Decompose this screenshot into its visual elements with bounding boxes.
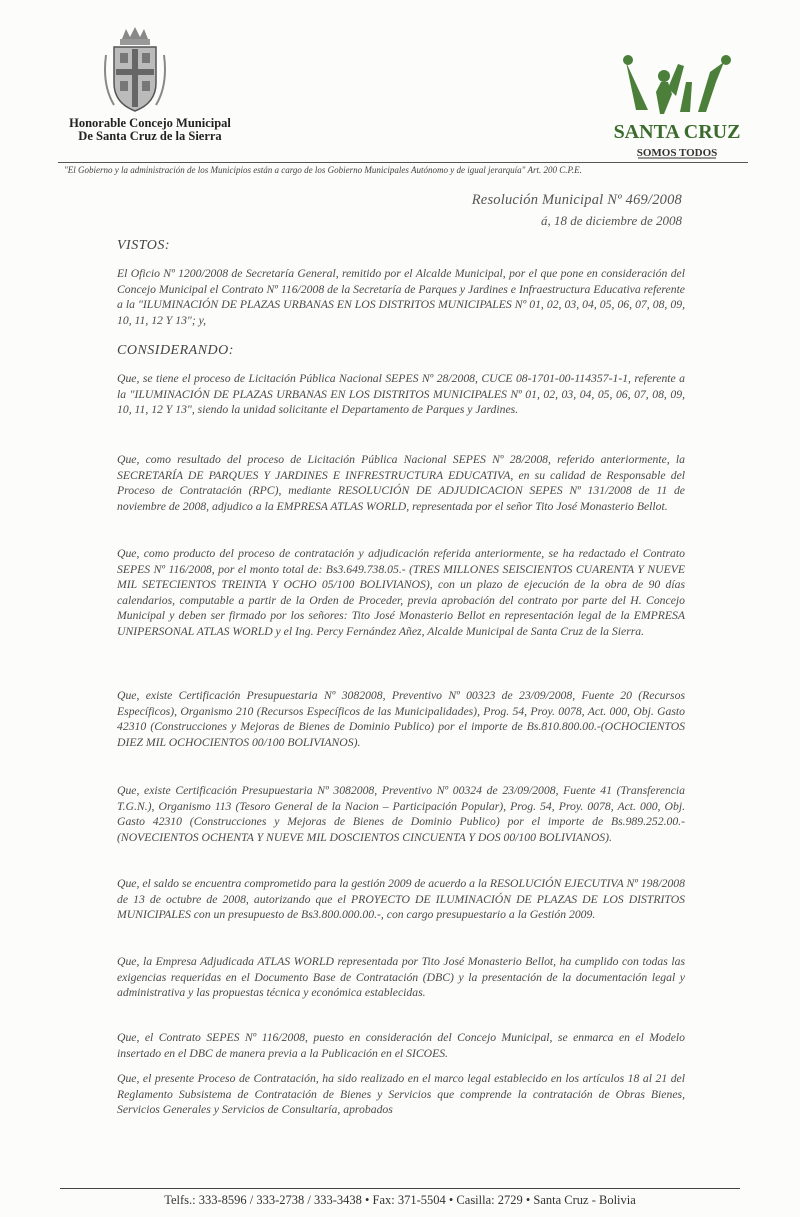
resolution-date: á, 18 de diciembre de 2008 <box>540 213 682 228</box>
logo-text: SANTA CRUZ <box>613 121 741 143</box>
considerando-heading: CONSIDERANDO: <box>117 343 234 358</box>
coat-of-arms-icon <box>100 25 170 121</box>
paragraph: Que, el presente Proceso de Contratación, ha sido realizado en el marco legal establecido en los artículos 18 al 21 del Reglamento Subsistema de Contratación de Bienes y Servicios que comprende la contratación de Obras Bienes, Servicios Generales y Servicios de Consultaría, aprobados <box>117 1072 685 1117</box>
council-line-2: De Santa Cruz de la Sierra <box>78 129 222 143</box>
resolution-title: Resolución Municipal Nº 469/2008 <box>471 192 682 208</box>
paragraph: Que, como resultado del proceso de Licitación Pública Nacional SEPES Nº 28/2008, referido anteriormente, la SECRETARÍA DE PARQUES Y JARDINES E INFRESTRUCTURA EDUCATIVA, en su calidad de Responsable del Proceso de Contratación (RPC), mediante RESOLUCIÓN DE ADJUDICACION SEPES Nº 131/2008 de 11 de noviembre de 2008, adjudico a la EMPRESA ATLAS WORLD, representada por el señor Tito José Monasterio Bellot. <box>117 453 685 513</box>
paragraph: Que, la Empresa Adjudicada ATLAS WORLD representada por Tito José Monasterio Bellot, ha cumplido con todas las exigencias requeridas en el Documento Base de Contratación (DBC) y la presentación de la documentación legal y administrativa y las propuestas técnica y económica establecidas. <box>117 955 685 1000</box>
paragraph: Que, existe Certificación Presupuestaria Nº 3082008, Preventivo Nº 00323 de 23/09/2008, Fuente 20 (Recursos Específicos), Organismo 210 (Recursos Específicos de las Municipalidades), Prog. 54, Proy. 0078, Act. 000, Obj. Gasto 42310 (Construcciones y Mejoras de Bienes de Dominio Publico) por el importe de Bs.810.800.00.-(OCHOCIENTOS DIEZ MIL OCHOCIENTOS 00/100 BOLIVIANOS). <box>117 689 685 749</box>
footer-contact: Telfs.: 333-8596 / 333-2738 / 333-3438 • Fax: 371-5504 • Casilla: 2729 • Santa Cruz - Bolivia <box>164 1193 636 1207</box>
vistos-heading: VISTOS: <box>117 238 171 253</box>
council-line-1: Honorable Concejo Municipal <box>69 116 231 130</box>
paragraph: Que, el Contrato SEPES Nº 116/2008, puesto en consideración del Concejo Municipal, se enmarca en el Modelo insertado en el DBC de manera previa a la Publicación en el SICOES. <box>117 1031 685 1060</box>
paragraph: Que, se tiene el proceso de Licitación Pública Nacional SEPES Nº 28/2008, CUCE 08-1701-00-114357-1-1, referente a la "ILUMINACIÓN DE PLAZAS URBANAS EN LOS DISTRITOS MUNICIPALES Nº 01, 02, 03, 04, 05, 06, 07, 08, 09, 10, 11, 12 Y 13", siendo la unidad solicitante el Departamento de Parques y Jardines. <box>117 372 685 417</box>
paragraph: Que, existe Certificación Presupuestaria Nº 3082008, Preventivo Nº 00324 de 23/09/2008, Fuente 41 (Transferencia T.G.N.), Organismo 113 (Tesoro General de la Nacion – Participación Popular), Prog. 54, Proy. 0078, Act. 000, Obj. Gasto 42310 (Construcciones y Mejoras de Bienes de Dominio Publico) por el importe de Bs.989.252.00.-(NOVECIENTOS OCHENTA Y NUEVE MIL DOSCIENTOS CINCUENTA Y DOS 00/100 BOLIVIANOS). <box>117 784 685 844</box>
header-divider <box>58 162 748 163</box>
constitution-quote: "El Gobierno y la administración de los Municipios están a cargo de los Gobierno Municipales Autónomo y de igual jerarquía" Art. 200 C.P.E. <box>64 165 582 175</box>
logo-tagline: SOMOS TODOS <box>636 147 718 159</box>
paragraph: Que, el saldo se encuentra comprometido para la gestión 2009 de acuerdo a la RESOLUCIÓN EJECUTIVA Nº 198/2008 de 13 de octubre de 2008, autorizando que el PROYECTO DE ILUMINACIÓN DE PLAZAS DE LOS DISTRITOS MUNICIPALES con un presupuesto de Bs3.800.000.00.-, con cargo presupuestario a la Gestión 2009. <box>117 877 685 922</box>
santa-cruz-logo <box>606 52 748 162</box>
council-name <box>40 117 260 143</box>
paragraph-vistos: El Oficio Nº 1200/2008 de Secretaría General, remitido por el Alcalde Municipal, por el que pone en consideración del Concejo Municipal el Contrato Nº 116/2008 de la Secretaría de Parques y Jardines e Infraestructura Educativa referente a la "ILUMINACIÓN DE PLAZAS URBANAS EN LOS DISTRITOS MUNICIPALES Nº 01, 02, 03, 04, 05, 06, 07, 08, 09, 10, 11, 12 Y 13"; y, <box>117 267 685 327</box>
paragraph: Que, como producto del proceso de contratación y adjudicación referida anteriormente, se ha redactado el Contrato SEPES Nº 116/2008, por el monto total de: Bs3.649.738.05.- (TRES MILLONES SEISCIENTOS CUARENTA Y NUEVE MIL SETECIENTOS TREINTA Y OCHO 05/100 BOLIVIANOS), con un plazo de ejecución de la obra de 90 días calendarios, computable a partir de la Orden de Proceder, previa aprobación del contrato por parte del H. Concejo Municipal y deben ser firmado por los señores: Tito José Monasterio Bellot en representación legal de la EMPRESA UNIPERSONAL ATLAS WORLD y el Ing. Percy Fernández Añez, Alcalde Municipal de Santa Cruz de la Sierra. <box>117 547 685 638</box>
